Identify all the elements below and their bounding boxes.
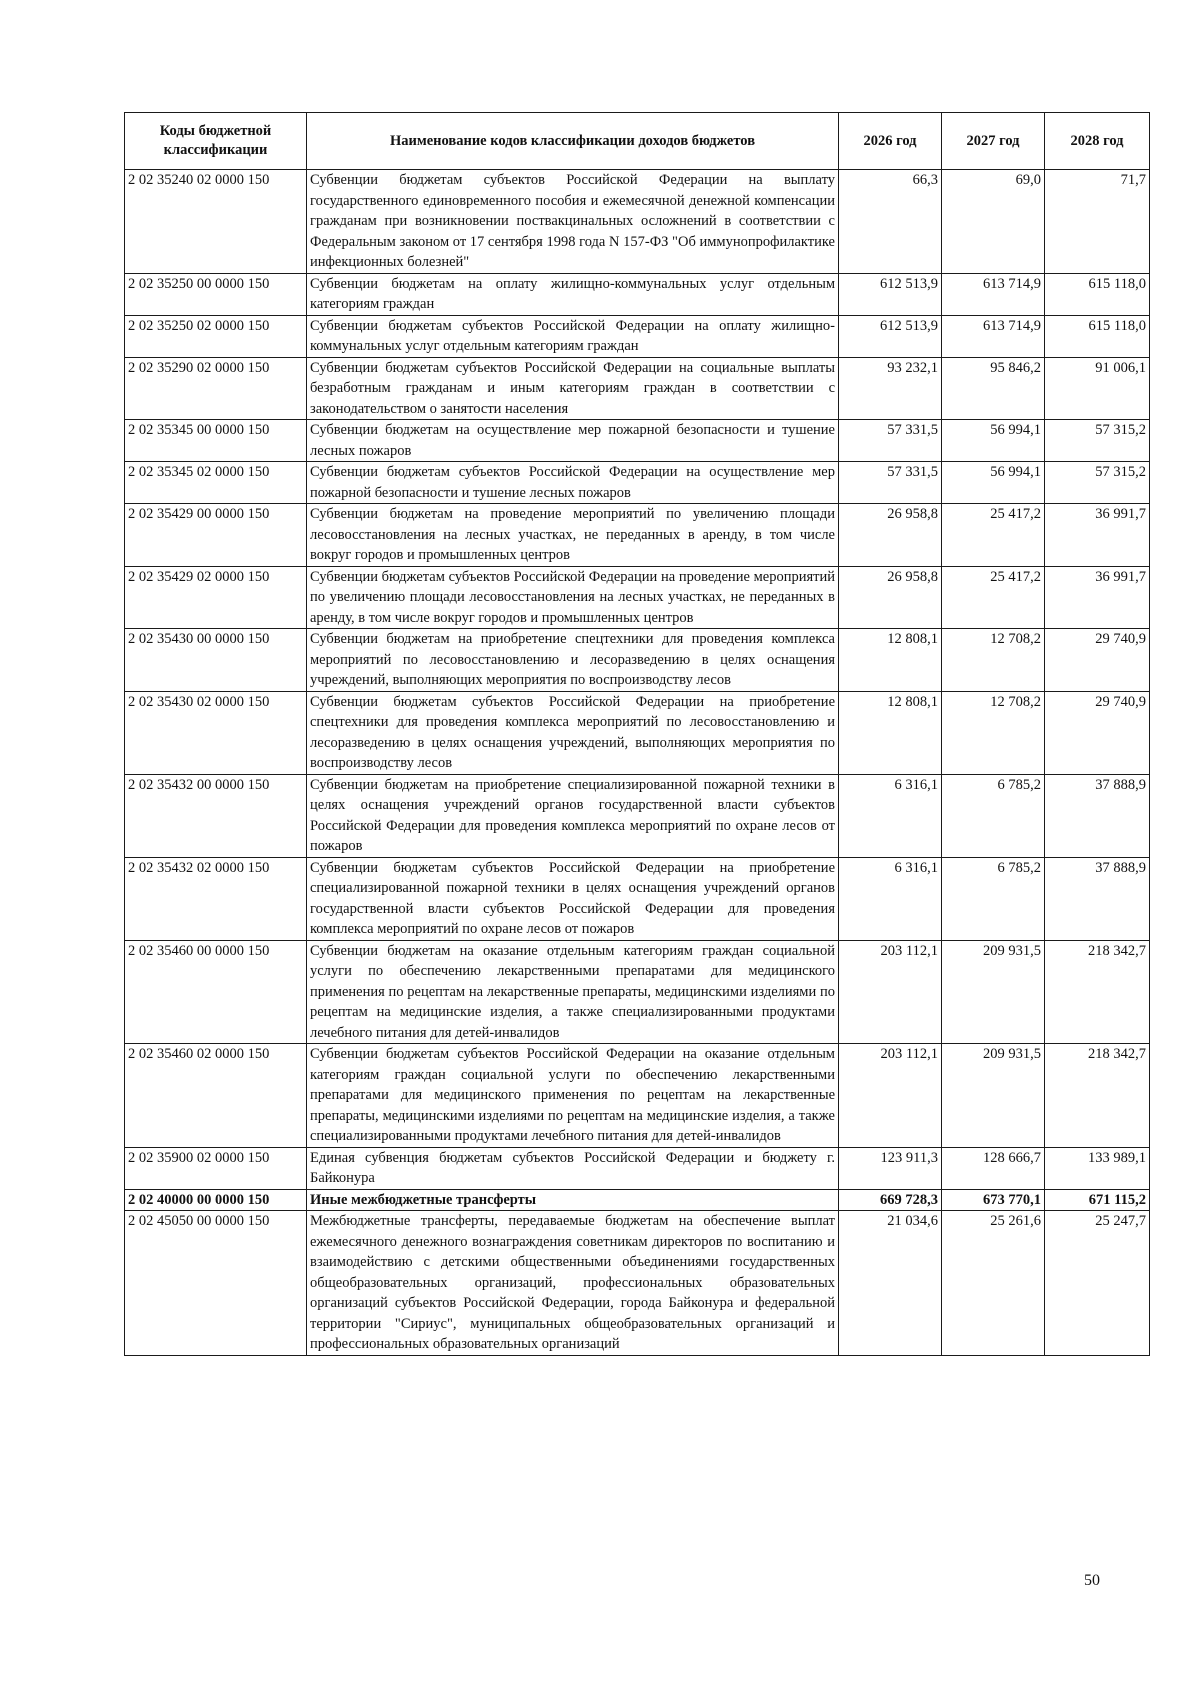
name-cell: Субвенции бюджетам на осуществление мер пожарной безопасности и тушение лесных пожаров [307,420,839,462]
value-2027-cell: 25 261,6 [942,1211,1045,1356]
name-cell: Субвенции бюджетам субъектов Российской Федерации на приобретение спецтехники для проведения комплекса мероприятий по лесовосстановлению и лесоразведению в целях оснащения учреждений, выполняющих мероприятия по воспроизводству лесов [307,691,839,774]
value-2027-cell: 209 931,5 [942,1044,1045,1148]
code-cell: 2 02 35900 02 0000 150 [125,1147,307,1189]
value-2026-cell: 6 316,1 [839,857,942,940]
value-2026-cell: 12 808,1 [839,691,942,774]
name-cell: Субвенции бюджетам субъектов Российской Федерации на оказание отдельным категориям граждан социальной услуги по обеспечению лекарственными препаратами для медицинского применения по рецептам на лекарственные препараты, медицинскими изделиями по рецептам на медицинские изделия, а также специализированными продуктами лечебного питания для детей-инвалидов [307,1044,839,1148]
name-cell: Единая субвенция бюджетам субъектов Российской Федерации и бюджету г. Байконура [307,1147,839,1189]
name-cell: Субвенции бюджетам субъектов Российской Федерации на приобретение специализированной пожарной техники в целях оснащения учреждений органов государственной власти субъектов Российской Федерации для проведения комплекса мероприятий по охране лесов от пожаров [307,857,839,940]
code-cell: 2 02 35250 02 0000 150 [125,315,307,357]
value-2027-cell: 95 846,2 [942,357,1045,420]
value-2028-cell: 218 342,7 [1045,940,1150,1044]
header-year-2027: 2027 год [942,113,1045,170]
value-2027-cell: 6 785,2 [942,857,1045,940]
table-row [125,315,1150,357]
value-2027-cell: 69,0 [942,170,1045,274]
value-2026-cell: 57 331,5 [839,420,942,462]
name-cell: Субвенции бюджетам субъектов Российской Федерации на проведение мероприятий по увеличению площади лесовосстановления на лесных участках, не переданных в аренду, в том числе вокруг городов и промышленных центров [307,566,839,629]
table-row [125,1044,1150,1148]
name-cell: Субвенции бюджетам на приобретение спецтехники для проведения комплекса мероприятий по лесовосстановлению и лесоразведению в целях оснащения учреждений, выполняющих мероприятия по воспроизводству лесов [307,629,839,692]
table-body [125,170,1150,1356]
value-2027-cell: 209 931,5 [942,940,1045,1044]
value-2027-cell: 25 417,2 [942,566,1045,629]
name-cell: Иные межбюджетные трансферты [307,1189,839,1211]
code-cell: 2 02 40000 00 0000 150 [125,1189,307,1211]
value-2027-cell: 12 708,2 [942,629,1045,692]
name-cell: Субвенции бюджетам субъектов Российской Федерации на оплату жилищно-коммунальных услуг отдельным категориям граждан [307,315,839,357]
code-cell: 2 02 35290 02 0000 150 [125,357,307,420]
value-2026-cell: 26 958,8 [839,566,942,629]
budget-classification-table [124,112,1150,1356]
header-year-2026: 2026 год [839,113,942,170]
name-cell: Субвенции бюджетам субъектов Российской Федерации на осуществление мер пожарной безопасности и тушение лесных пожаров [307,462,839,504]
value-2028-cell: 29 740,9 [1045,691,1150,774]
code-cell: 2 02 35430 00 0000 150 [125,629,307,692]
table-row [125,857,1150,940]
value-2027-cell: 25 417,2 [942,504,1045,567]
value-2027-cell: 56 994,1 [942,420,1045,462]
code-cell: 2 02 35250 00 0000 150 [125,273,307,315]
table-row [125,1147,1150,1189]
code-cell: 2 02 35432 00 0000 150 [125,774,307,857]
table-row [125,566,1150,629]
value-2026-cell: 203 112,1 [839,940,942,1044]
table-row [125,940,1150,1044]
value-2028-cell: 37 888,9 [1045,857,1150,940]
table-row [125,1189,1150,1211]
value-2026-cell: 26 958,8 [839,504,942,567]
code-cell: 2 02 35345 00 0000 150 [125,420,307,462]
name-cell: Субвенции бюджетам на приобретение специализированной пожарной техники в целях оснащения учреждений органов государственной власти субъектов Российской Федерации для проведения комплекса мероприятий по охране лесов от пожаров [307,774,839,857]
value-2028-cell: 37 888,9 [1045,774,1150,857]
value-2026-cell: 203 112,1 [839,1044,942,1148]
value-2028-cell: 218 342,7 [1045,1044,1150,1148]
code-cell: 2 02 35432 02 0000 150 [125,857,307,940]
value-2028-cell: 71,7 [1045,170,1150,274]
name-cell: Субвенции бюджетам на оплату жилищно-коммунальных услуг отдельным категориям граждан [307,273,839,315]
value-2028-cell: 25 247,7 [1045,1211,1150,1356]
value-2028-cell: 29 740,9 [1045,629,1150,692]
header-code: Коды бюджетной классификации [125,113,307,170]
value-2026-cell: 123 911,3 [839,1147,942,1189]
name-cell: Субвенции бюджетам субъектов Российской Федерации на выплату государственного единовременного пособия и ежемесячной денежной компенсации гражданам при возникновении поствакцинальных осложнений в соответствии с Федеральным законом от 17 сентября 1998 года N 157-ФЗ "Об иммунопрофилактике инфекционных болезней" [307,170,839,274]
value-2027-cell: 128 666,7 [942,1147,1045,1189]
value-2027-cell: 613 714,9 [942,273,1045,315]
value-2028-cell: 671 115,2 [1045,1189,1150,1211]
table-row [125,1211,1150,1356]
code-cell: 2 02 35429 00 0000 150 [125,504,307,567]
page-number: 50 [1084,1572,1100,1589]
value-2026-cell: 612 513,9 [839,315,942,357]
code-cell: 2 02 45050 00 0000 150 [125,1211,307,1356]
header-year-2028: 2028 год [1045,113,1150,170]
table-row [125,170,1150,274]
value-2028-cell: 615 118,0 [1045,273,1150,315]
value-2026-cell: 57 331,5 [839,462,942,504]
value-2028-cell: 615 118,0 [1045,315,1150,357]
value-2028-cell: 57 315,2 [1045,420,1150,462]
value-2027-cell: 56 994,1 [942,462,1045,504]
value-2028-cell: 57 315,2 [1045,462,1150,504]
value-2026-cell: 93 232,1 [839,357,942,420]
value-2028-cell: 91 006,1 [1045,357,1150,420]
table-row [125,504,1150,567]
value-2026-cell: 612 513,9 [839,273,942,315]
table-row [125,462,1150,504]
value-2027-cell: 673 770,1 [942,1189,1045,1211]
table-row [125,357,1150,420]
value-2026-cell: 21 034,6 [839,1211,942,1356]
name-cell: Субвенции бюджетам на проведение мероприятий по увеличению площади лесовосстановления на лесных участках, не переданных в аренду, в том числе вокруг городов и промышленных центров [307,504,839,567]
value-2027-cell: 6 785,2 [942,774,1045,857]
table-header [125,113,1150,170]
value-2026-cell: 669 728,3 [839,1189,942,1211]
value-2026-cell: 12 808,1 [839,629,942,692]
value-2027-cell: 613 714,9 [942,315,1045,357]
code-cell: 2 02 35430 02 0000 150 [125,691,307,774]
table-row [125,774,1150,857]
value-2028-cell: 133 989,1 [1045,1147,1150,1189]
value-2028-cell: 36 991,7 [1045,504,1150,567]
value-2026-cell: 6 316,1 [839,774,942,857]
code-cell: 2 02 35345 02 0000 150 [125,462,307,504]
name-cell: Межбюджетные трансферты, передаваемые бюджетам на обеспечение выплат ежемесячного денежного вознаграждения советникам директоров по воспитанию и взаимодействию с детскими общественными объединениями государственных общеобразовательных организаций, профессиональных образовательных организаций субъектов Российской Федерации, города Байконура и федеральной территории "Сириус", муниципальных общеобразовательных организаций и профессиональных образовательных организаций [307,1211,839,1356]
code-cell: 2 02 35460 00 0000 150 [125,940,307,1044]
code-cell: 2 02 35460 02 0000 150 [125,1044,307,1148]
code-cell: 2 02 35429 02 0000 150 [125,566,307,629]
header-row [125,113,1150,170]
name-cell: Субвенции бюджетам на оказание отдельным категориям граждан социальной услуги по обеспечению лекарственными препаратами для медицинского применения по рецептам на лекарственные препараты, медицинскими изделиями по рецептам на медицинские изделия, а также специализированными продуктами лечебного питания для детей-инвалидов [307,940,839,1044]
table-row [125,273,1150,315]
value-2026-cell: 66,3 [839,170,942,274]
value-2028-cell: 36 991,7 [1045,566,1150,629]
value-2027-cell: 12 708,2 [942,691,1045,774]
table-row [125,629,1150,692]
code-cell: 2 02 35240 02 0000 150 [125,170,307,274]
header-name: Наименование кодов классификации доходов бюджетов [307,113,839,170]
name-cell: Субвенции бюджетам субъектов Российской Федерации на социальные выплаты безработным гражданам и иным категориям граждан в соответствии с законодательством о занятости населения [307,357,839,420]
table-row [125,691,1150,774]
table-row [125,420,1150,462]
